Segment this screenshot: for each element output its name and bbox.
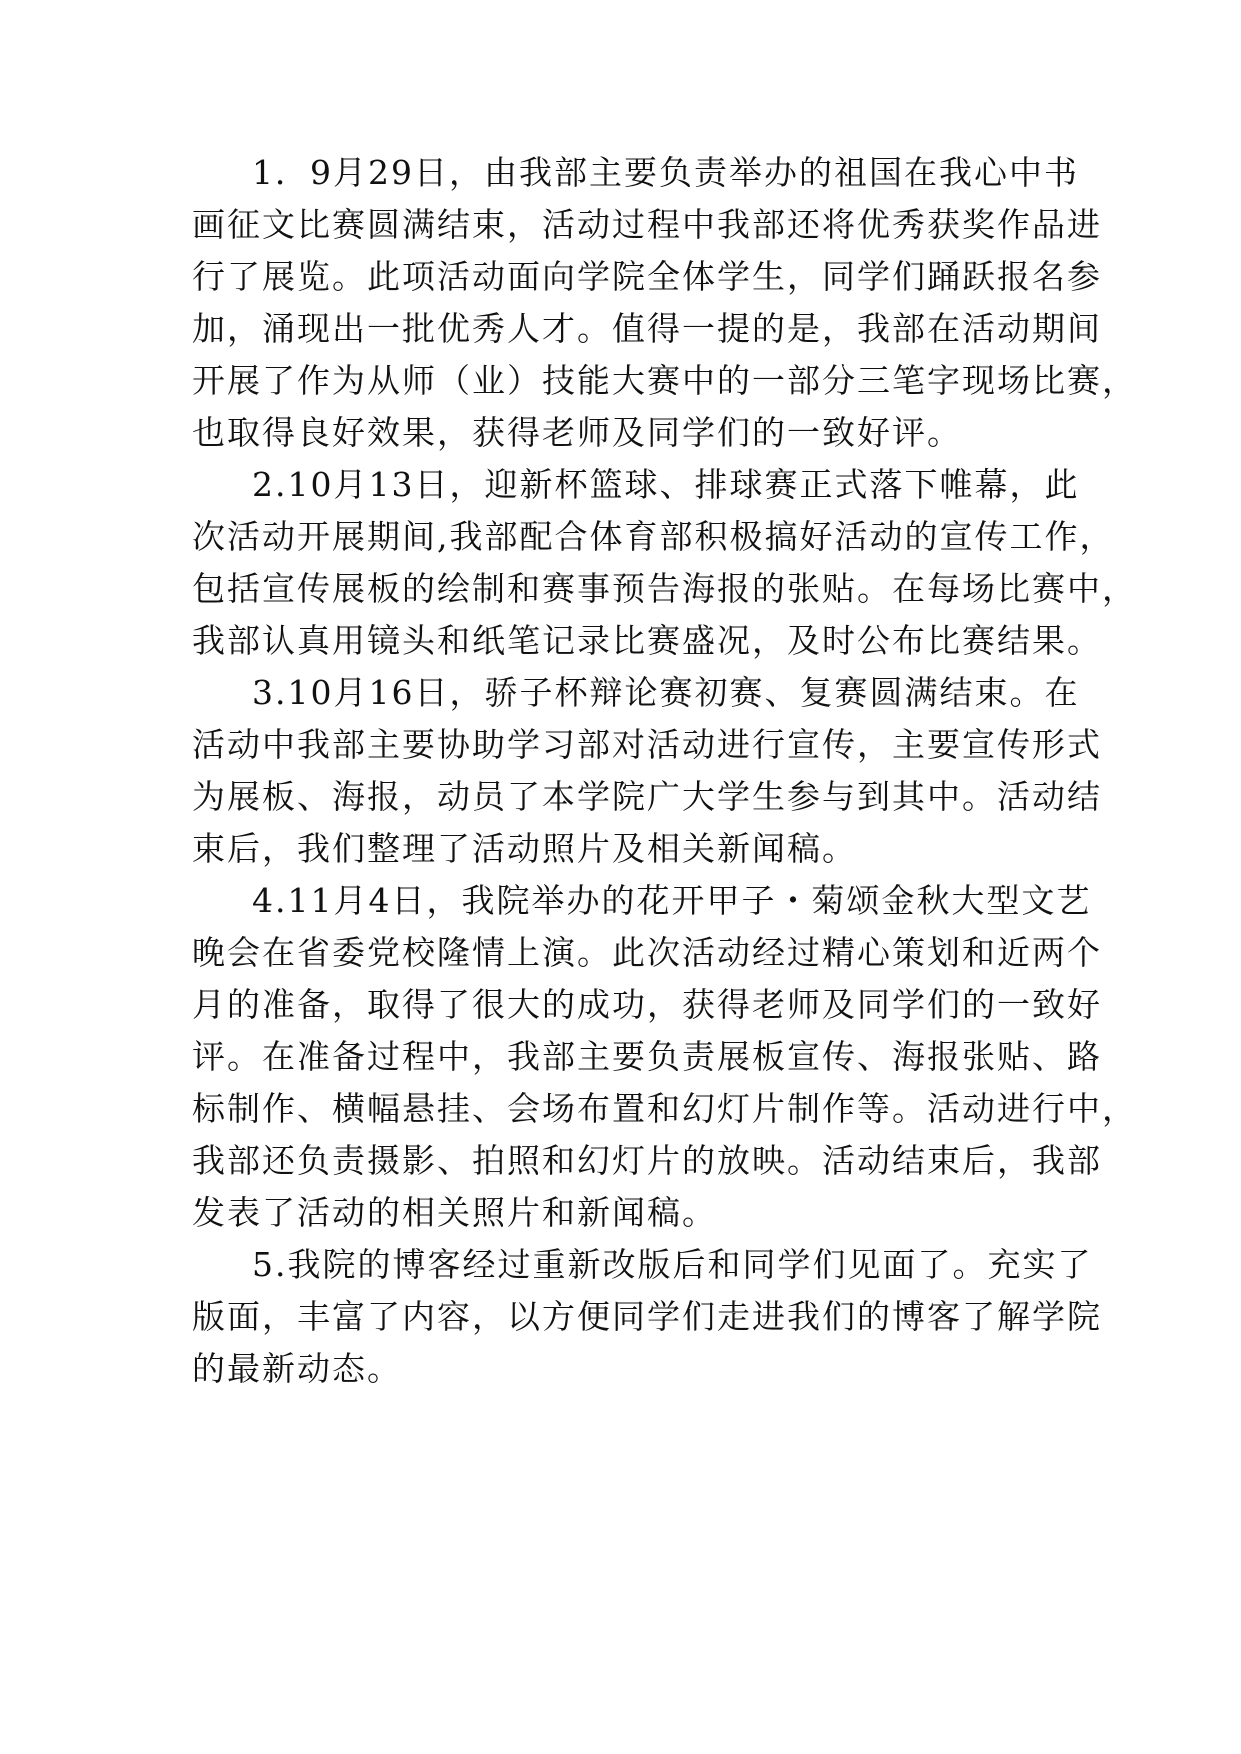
- item-5-line-2: 版面，丰富了内容，以方便同学们走进我们的博客了解学院: [192, 1297, 1102, 1336]
- item-3-line-3: 为展板、海报，动员了本学院广大学生参与到其中。活动结: [192, 777, 1102, 816]
- item-4-line-2: 晚会在省委党校隆情上演。此次活动经过精心策划和近两个: [192, 933, 1102, 972]
- item-3-line-2: 活动中我部主要协助学习部对活动进行宣传，主要宣传形式: [192, 725, 1102, 764]
- item-1-line-6: 也取得良好效果，获得老师及同学们的一致好评。: [192, 413, 962, 452]
- item-5-line-3: 的最新动态。: [192, 1349, 402, 1388]
- item-1-line-4: 加，涌现出一批优秀人才。值得一提的是，我部在活动期间: [192, 309, 1102, 348]
- item-3-line-1: 3.10月16日，骄子杯辩论赛初赛、复赛圆满结束。在: [252, 673, 1080, 712]
- item-2-line-1: 2.10月13日，迎新杯篮球、排球赛正式落下帷幕，此: [252, 465, 1080, 504]
- item-2-line-3: 包括宣传展板的绘制和赛事预告海报的张贴。在每场比赛中，: [192, 569, 1137, 608]
- item-4-line-3: 月的准备，取得了很大的成功，获得老师及同学们的一致好: [192, 985, 1102, 1024]
- item-4-line-1: 4.11月4日，我院举办的花开甲子・菊颂金秋大型文艺: [252, 881, 1092, 920]
- item-1-line-1: 1．9月29日，由我部主要负责举办的祖国在我心中书: [252, 153, 1079, 192]
- item-1-line-5: 开展了作为从师（业）技能大赛中的一部分三笔字现场比赛，: [192, 361, 1137, 400]
- item-2-line-4: 我部认真用镜头和纸笔记录比赛盛况，及时公布比赛结果。: [192, 621, 1102, 660]
- item-2-line-2: 次活动开展期间,我部配合体育部积极搞好活动的宣传工作，: [192, 517, 1115, 556]
- item-4-line-6: 我部还负责摄影、拍照和幻灯片的放映。活动结束后，我部: [192, 1141, 1102, 1180]
- item-1-line-2: 画征文比赛圆满结束，活动过程中我部还将优秀获奖作品进: [192, 205, 1102, 244]
- item-1-line-3: 行了展览。此项活动面向学院全体学生，同学们踊跃报名参: [192, 257, 1102, 296]
- item-5-line-1: 5.我院的博客经过重新改版后和同学们见面了。充实了: [252, 1245, 1093, 1284]
- item-4-line-7: 发表了活动的相关照片和新闻稿。: [192, 1193, 717, 1232]
- item-4-line-5: 标制作、横幅悬挂、会场布置和幻灯片制作等。活动进行中，: [192, 1089, 1137, 1128]
- item-4-line-4: 评。在准备过程中，我部主要负责展板宣传、海报张贴、路: [192, 1037, 1102, 1076]
- item-3-line-4: 束后，我们整理了活动照片及相关新闻稿。: [192, 829, 857, 868]
